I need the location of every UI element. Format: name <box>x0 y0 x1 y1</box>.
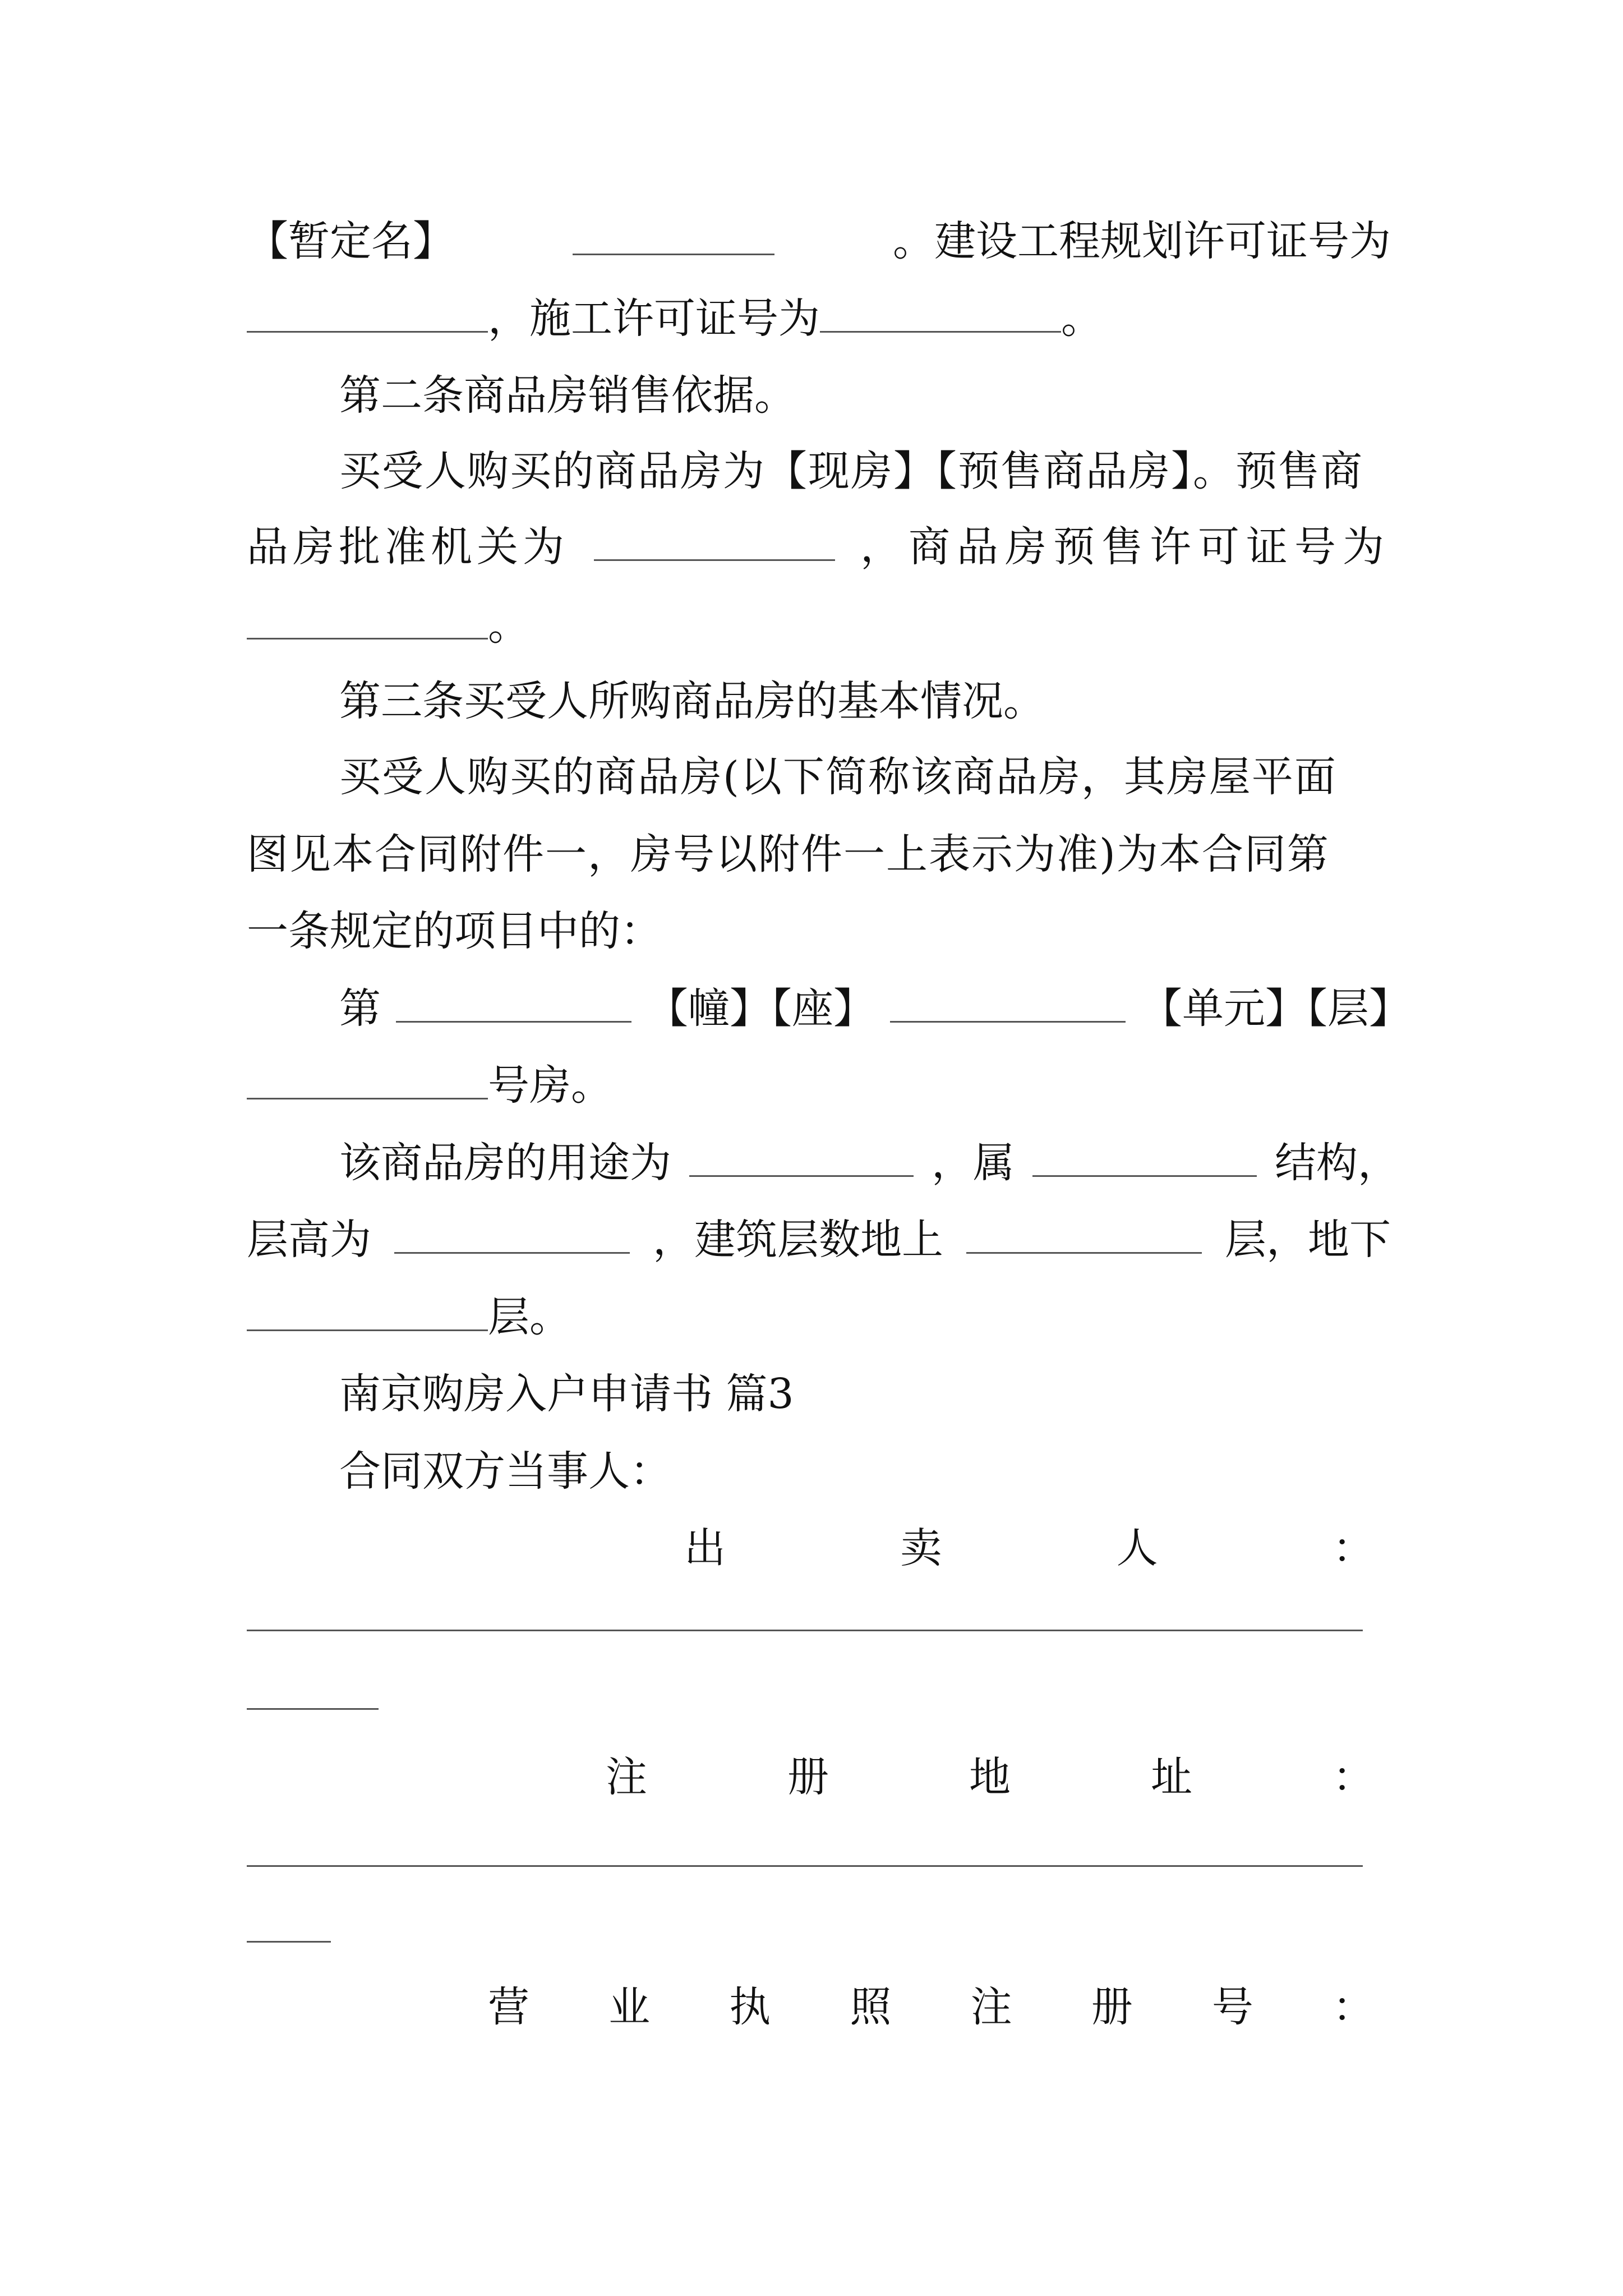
seller-underline <box>247 1630 1363 1631</box>
blank-underline <box>247 1064 488 1099</box>
line-14 <box>247 1206 1391 1273</box>
blank-underline <box>247 604 488 639</box>
text: 结构， <box>1275 1139 1399 1187</box>
label-char: 卖 <box>900 1524 942 1572</box>
label-char: ： <box>1332 1753 1374 1801</box>
text: ，建筑层数地上 <box>653 1216 943 1264</box>
label-char: 地 <box>969 1753 1011 1801</box>
section-heading: 南京购房入户申请书 篇3 <box>339 1370 794 1418</box>
blank-underline <box>1032 1142 1257 1177</box>
seller-field-label <box>684 1515 1374 1582</box>
text: 。 <box>1061 295 1103 343</box>
blank-underline <box>594 526 835 561</box>
label-char: 人 <box>1116 1524 1158 1572</box>
line-6 <box>247 592 1391 659</box>
line-5 <box>247 513 1391 581</box>
text: 层高为 <box>247 1216 371 1264</box>
line-11 <box>339 975 1410 1042</box>
line-17: 合同双方当事人： <box>339 1447 671 1496</box>
seller-underline-tail <box>247 1708 379 1710</box>
label-char: 业 <box>608 1983 651 2031</box>
line-4: 买受人购买的商品房为【现房】【预售商品房】。预售商 <box>339 447 1363 495</box>
line-8: 买受人购买的商品房(以下简称该商品房，其房屋平面 <box>339 753 1337 801</box>
label-char: ： <box>1332 1524 1374 1572</box>
line-1 <box>247 208 1391 275</box>
line-12 <box>247 1052 1391 1119</box>
blank-underline <box>689 1142 914 1177</box>
label-char: 照 <box>850 1983 892 2031</box>
text: 【暂定名】 <box>247 217 454 265</box>
text: ，施工许可证号为 <box>488 295 820 343</box>
address-underline-tail <box>247 1941 331 1943</box>
address-underline <box>247 1865 1363 1867</box>
text: ，属 <box>932 1139 1015 1187</box>
label-char: 册 <box>787 1753 829 1801</box>
blank-underline <box>247 297 488 333</box>
text: 【幢】【座】 <box>647 984 875 1033</box>
blank-underline <box>573 220 774 255</box>
line-9: 图见本合同附件一，房号以附件一上表示为准)为本合同第 <box>247 830 1330 878</box>
text: ，商品房预售许可证号为 <box>860 523 1391 571</box>
text: 层，地下 <box>1225 1216 1391 1264</box>
text: 品房批准机关为 <box>247 523 569 571</box>
line-7: 第三条买受人所购商品房的基本情况。 <box>339 677 1045 725</box>
blank-underline <box>394 1218 630 1254</box>
line-15 <box>247 1283 1391 1351</box>
license-field-label <box>488 1973 1374 2041</box>
text: 号房。 <box>488 1061 612 1110</box>
text: 层。 <box>488 1293 571 1341</box>
text: 。建设工程规划许可证号为 <box>893 217 1391 265</box>
label-char: ： <box>1332 1983 1374 2031</box>
blank-underline <box>820 297 1061 333</box>
blank-underline <box>247 1296 488 1331</box>
label-char: 营 <box>488 1983 529 2031</box>
line-3: 第二条商品房销售依据。 <box>339 371 796 420</box>
label-char: 号 <box>1211 1983 1253 2031</box>
line-2 <box>247 285 1391 352</box>
label-char: 册 <box>1091 1983 1133 2031</box>
text: 第 <box>339 984 381 1033</box>
label-char: 执 <box>729 1983 771 2031</box>
blank-underline <box>396 987 631 1023</box>
line-10: 一条规定的项目中的： <box>247 907 662 955</box>
label-char: 址 <box>1151 1753 1192 1801</box>
line-13 <box>339 1129 1399 1197</box>
label-char: 注 <box>970 1983 1012 2031</box>
text: 该商品房的用途为 <box>339 1139 671 1187</box>
text: 。 <box>488 601 529 650</box>
blank-underline <box>966 1218 1202 1254</box>
blank-underline <box>890 987 1126 1023</box>
address-field-label <box>606 1743 1374 1811</box>
label-char: 出 <box>684 1524 726 1572</box>
label-char: 注 <box>606 1753 647 1801</box>
text: 【单元】【层】 <box>1141 984 1410 1033</box>
